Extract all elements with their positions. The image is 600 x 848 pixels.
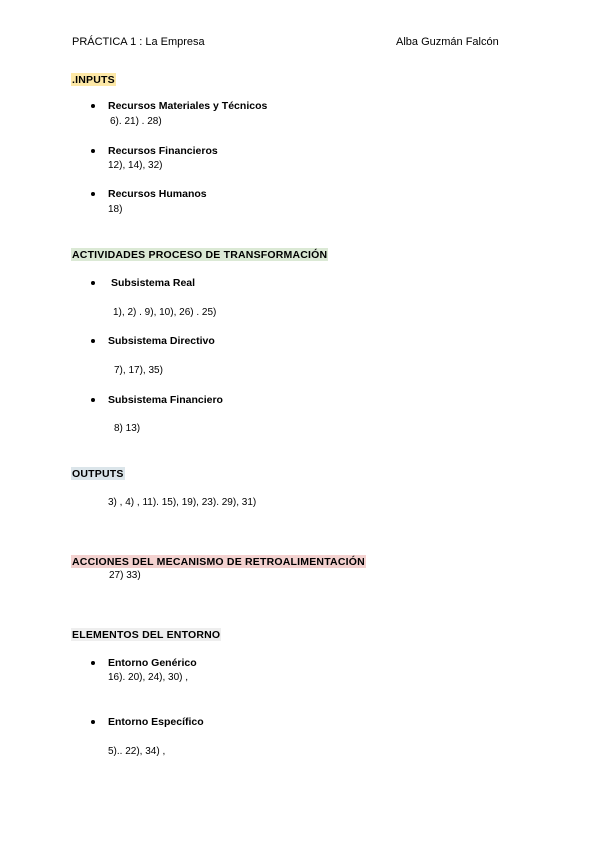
header-title: PRÁCTICA 1 : La Empresa bbox=[72, 36, 205, 48]
header-author: Alba Guzmán Falcón bbox=[396, 36, 499, 48]
item-label: Entorno Específico bbox=[108, 716, 204, 728]
item-values: 16). 20), 24), 30) , bbox=[108, 672, 189, 683]
section-title-acciones: ACCIONES DEL MECANISMO DE RETROALIMENTACIÓN bbox=[72, 556, 365, 568]
item-label: Subsistema Financiero bbox=[108, 394, 223, 406]
item-values: 8) 13) bbox=[114, 423, 141, 434]
item-values: 12), 14), 32) bbox=[108, 160, 163, 171]
item-label: Subsistema Directivo bbox=[108, 335, 215, 347]
section-title-inputs: .INPUTS bbox=[72, 74, 115, 86]
bullet-icon bbox=[91, 149, 95, 153]
item-label: Subsistema Real bbox=[111, 277, 196, 289]
bullet-icon bbox=[91, 192, 95, 196]
bullet-icon bbox=[91, 339, 95, 343]
item-values: 6). 21) . 28) bbox=[110, 116, 162, 127]
bullet-icon bbox=[91, 398, 95, 402]
section-title-entorno: ELEMENTOS DEL ENTORNO bbox=[72, 629, 221, 641]
item-values: 18) bbox=[108, 204, 123, 215]
item-values: 5).. 22), 34) , bbox=[108, 746, 166, 757]
item-label: Entorno Genérico bbox=[108, 657, 197, 669]
item-values: 1), 2) . 9), 10), 26) . 25) bbox=[113, 307, 217, 318]
acciones-values: 27) 33) bbox=[109, 570, 141, 581]
section-title-outputs: OUTPUTS bbox=[72, 468, 124, 480]
bullet-icon bbox=[91, 281, 95, 285]
section-title-actividades: ACTIVIDADES PROCESO DE TRANSFORMACIÓN bbox=[72, 249, 328, 261]
outputs-values: 3) , 4) , 11). 15), 19), 23). 29), 31) bbox=[108, 497, 257, 508]
item-label: Recursos Financieros bbox=[108, 145, 218, 157]
item-values: 7), 17), 35) bbox=[114, 365, 163, 376]
item-label: Recursos Humanos bbox=[108, 188, 207, 200]
bullet-icon bbox=[91, 720, 95, 724]
bullet-icon bbox=[91, 104, 95, 108]
bullet-icon bbox=[91, 661, 95, 665]
item-label: Recursos Materiales y Técnicos bbox=[108, 100, 268, 112]
